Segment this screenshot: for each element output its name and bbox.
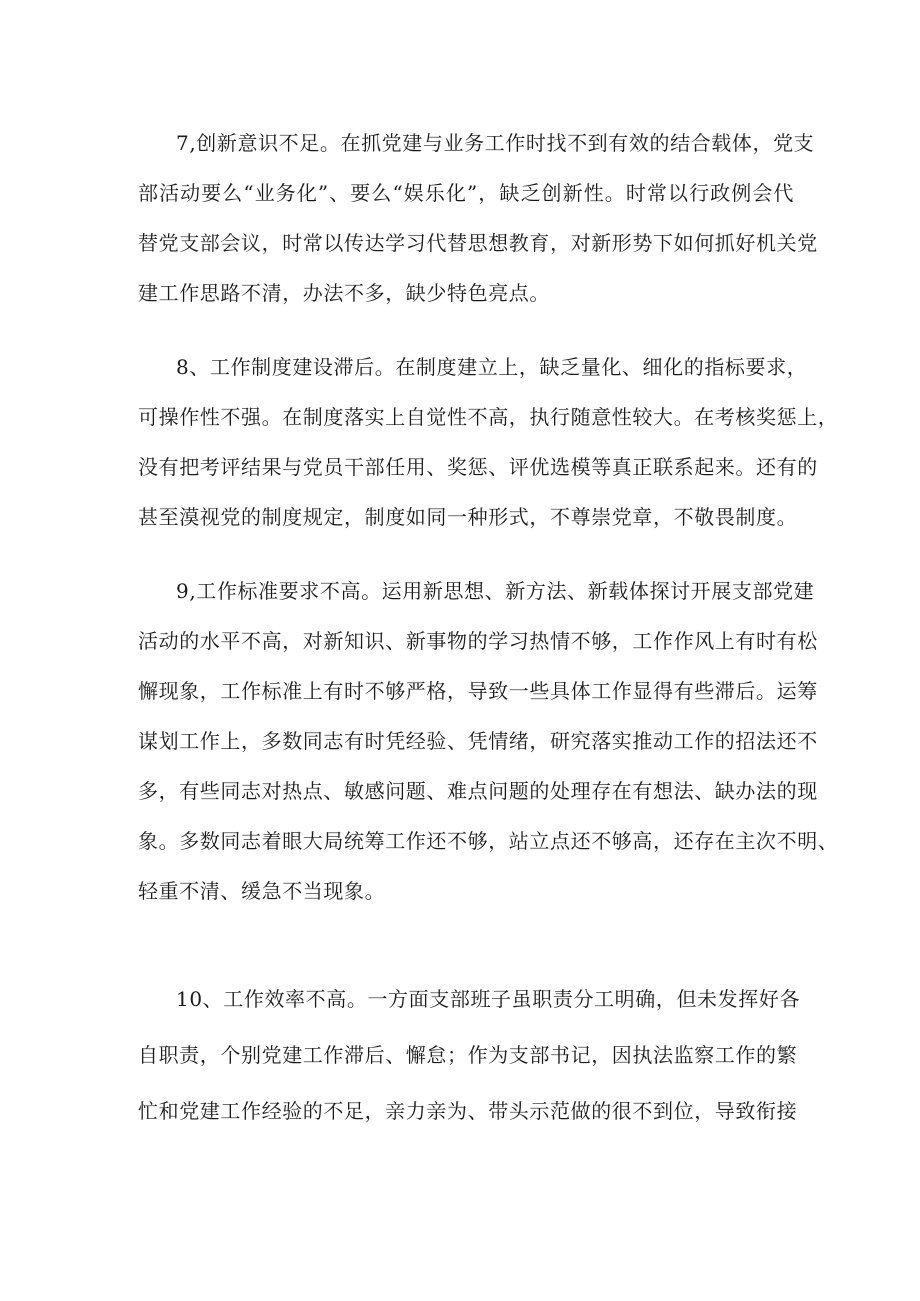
paragraph-8-line-3: 没有把考评结果与党员干部任用、奖惩、评优选模等真正联系起来。还有的 [138, 455, 818, 479]
paragraph-9-line-7: 轻重不清、缓急不当现象。 [138, 879, 386, 903]
paragraph-7-line-4: 建工作思路不清，办法不多，缺少特色亮点。 [138, 281, 550, 305]
paragraph-9-line-2: 活动的水平不高，对新知识、新事物的学习热情不够，工作作风上有时有松 [138, 629, 818, 653]
paragraph-10-line-1: 10、工作效率不高。一方面支部班子虽职责分工明确，但未发挥好各 [176, 987, 801, 1011]
paragraph-9-line-4: 谋划工作上，多数同志有时凭经验、凭情绪，研究落实推动工作的招法还不 [138, 729, 818, 753]
paragraph-9-line-1: 9,工作标准要求不高。运用新思想、新方法、新载体探讨开展支部党建 [176, 579, 815, 603]
paragraph-7-line-2: 部活动要么“业务化”、要么“娱乐化”，缺乏创新性。时常以行政例会代 [138, 181, 794, 205]
paragraph-9-line-3: 懈现象，工作标准上有时不够严格，导致一些具体工作显得有些滞后。运筹 [138, 679, 818, 703]
paragraph-10-line-3: 忙和党建工作经验的不足，亲力亲为、带头示范做的很不到位，导致衔接 [138, 1099, 798, 1123]
paragraph-8-line-1: 8、工作制度建设滞后。在制度建立上，缺乏量化、细化的指标要求， [176, 355, 808, 379]
paragraph-7-line-1: 7,创新意识不足。在抓党建与业务工作时找不到有效的结合载体，党支 [176, 131, 815, 155]
paragraph-9-line-5: 多，有些同志对热点、敏感问题、难点问题的处理存在有想法、缺办法的现 [138, 779, 818, 803]
paragraph-9-line-6: 象。多数同志着眼大局统筹工作还不够，站立点还不够高，还存在主次不明、 [138, 829, 839, 853]
paragraph-8-line-2: 可操作性不强。在制度落实上自觉性不高，执行随意性较大。在考核奖惩上， [138, 405, 839, 429]
paragraph-7-line-3: 替党支部会议，时常以传达学习代替思想教育，对新形势下如何抓好机关党 [138, 231, 818, 255]
paragraph-10-line-2: 自职责，个别党建工作滞后、懈怠；作为支部书记，因执法监察工作的繁 [138, 1043, 798, 1067]
paragraph-8-line-4: 甚至漠视党的制度规定，制度如同一种形式，不尊崇党章，不敬畏制度。 [138, 505, 798, 529]
